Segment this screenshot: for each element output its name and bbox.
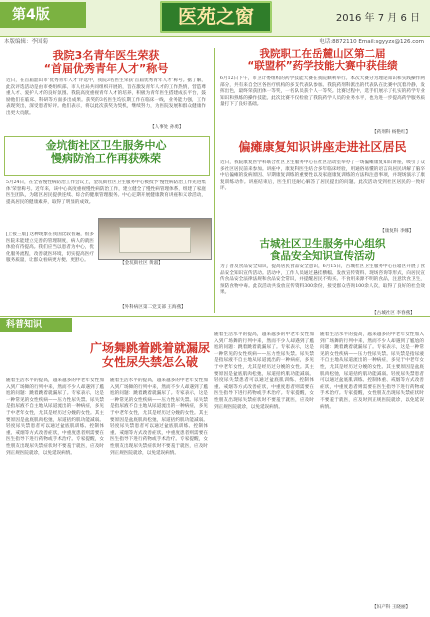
article-body-col2: 随着生活水平的提高，越来越多的中老年女性加入到广场舞的行列中来，然而不少人却遇到了尴尬的问题：跳着跳着就漏尿了。专家表示，这是一种常见的女性疾病——压力性尿失禁。尿失禁是指尿液不自主地从尿道流出的一种病症，多见于中老年女性，尤其是经历过分娩的女性。其主要原因是盆底肌肉松弛，尿道括约肌功能减弱。轻度尿失禁患者可以通过盆底肌训练、控制体重、戒烟等方式改善症状，中重度患者则需要在医生指导下进行药物或手术治疗。专家提醒，女性朋友出现尿失禁症状时不要羞于就医，应及时到正规医院就诊，以免延误病情。: [110, 378, 208, 456]
article-author: 【药剂科 杨艳红】: [372, 130, 411, 135]
article-body-col3: 随着生活水平的提高，越来越多的中老年女性加入到广场舞的行列中来，然而不少人却遇到了尴尬的问题：跳着跳着就漏尿了。专家表示，这是一种常见的女性疾病——压力性尿失禁。尿失禁是指尿液不自主地从尿道流出的一种病症，多见于中老年女性，尤其是经历过分娩的女性。其主要原因是盆底肌肉松弛，尿道括约肌功能减弱。轻度尿失禁患者可以通过盆底肌训练、控制体重、戒烟等方式改善症状，中重度患者则需要在医生指导下进行药物或手术治疗。专家提醒，女性朋友出现尿失禁症状时不要羞于就医，应及时到正规医院就诊，以免延误病情。: [214, 332, 314, 410]
headline-line: 女性尿失禁怎么破: [101, 354, 198, 369]
section-divider: [0, 316, 430, 317]
issue-date: 2016 年 7 月 6 日: [335, 13, 420, 24]
headline-line: 金坑街社区卫生服务中心: [45, 139, 167, 152]
headline-line: 我院3名青年医生荣获: [52, 49, 160, 62]
headline-line: 食品安全知识宣传活动: [270, 250, 375, 263]
article-body: 近日，我院康复医学科联合社区卫生服务中心在社区活动室举办了一场偏瘫康复知识讲座，吸引了众多社区居民前来参加。讲座中，康复科医生结合多年临床经验，用通俗易懂的语言向居民讲解了脑卒中后偏瘫的发病原因、早期康复训练的重要性以及家庭康复训练的方法和注意事项，并现场演示了康复训练动作。讲座结束后，医生们还耐心解答了居民提出的问题。此次活动受到社区居民的一致好评。: [220, 160, 425, 192]
section-label: 科普知识: [0, 318, 72, 332]
article-body: 6月12日下午，市卫计委组织的药学技能大赛在我院顺利举行。本次大赛分为理论知识和实践操作两部分，共有来自全区各医疗机构的多支代表队参加。我院药剂科派出的代表队在比赛中沉着冷静，发挥出色，最终荣获团体一等奖，一名队员获个人一等奖。比赛过程中，选手们展示了扎实的药学专业知识和熟练的操作技能。此次比赛不仅检验了我院药学人员的业务水平，也为进一步提高药学服务质量打下了良好基础。: [220, 76, 425, 108]
headline-food-safety: [220, 238, 425, 262]
headline-line: 偏瘫康复知识讲座走进社区居民: [238, 140, 407, 154]
headline-pharmacy-contest: [220, 48, 425, 72]
article-author: 【人事处 孙勇】: [150, 125, 184, 130]
headline-youth-talent: [6, 50, 206, 75]
headline-chronic-disease: [6, 140, 206, 165]
headline-line: 广场舞跳着跳着就漏尿: [89, 341, 210, 355]
photo-caption: 【金坑街社区 黄淑】: [120, 261, 163, 266]
headline-line: 慢病防治工作再获殊荣: [51, 151, 161, 165]
award-plaque: [119, 227, 191, 253]
header-subline: [0, 37, 430, 46]
article-body: 随着生活水平的提高，越来越多的中老年女性加入到广场舞的行列中来，然而不少人却遇到了尴尬的问题：跳着跳着就漏尿了。专家表示，这是一种常见的女性疾病——压力性尿失禁。尿失禁是指尿液不自主地从尿道流出的一种病症，多见于中老年女性，尤其是经历过分娩的女性。其主要原因是盆底肌肉松弛，尿道括约肌功能减弱。轻度尿失禁患者可以通过盆底肌训练、控制体重、戒烟等方式改善症状，中重度患者则需要在医生指导下进行药物或手术治疗。专家提醒，女性朋友出现尿失禁症状时不要羞于就医，应及时到正规医院就诊，以免延误病情。: [6, 378, 104, 456]
award-photo: [98, 218, 212, 260]
editor-credit: 本版编辑：李国菊: [4, 39, 49, 45]
article-author: 【外科病区第二党支部 王海燕】: [120, 305, 186, 310]
article-author: 【古城社区 李春燕】: [372, 311, 415, 316]
article-body: 5月24日，在全省慢性病防治工作会议上，金坑街社区卫生服务中心被授予‘慢性病防治工作先进集体’荣誉称号。近年来，该中心高度重视慢性病防治工作，建立健全了慢性病管理体系，组建了家庭医生团队，为辖区居民提供连续、综合的健康管理服务。中心定期开展健康教育讲座和义诊活动，提高居民的健康素养，取得了明显的成效。: [6, 180, 206, 205]
headline-line: “首届优秀青年人才”称号: [43, 61, 169, 75]
article-body-col4: 随着生活水平的提高，越来越多的中老年女性加入到广场舞的行列中来，然而不少人却遇到了尴尬的问题：跳着跳着就漏尿了。专家表示，这是一种常见的女性疾病——压力性尿失禁。尿失禁是指尿液不自主地从尿道流出的一种病症，多见于中老年女性，尤其是经历过分娩的女性。其主要原因是盆底肌肉松弛，尿道括约肌功能减弱。轻度尿失禁患者可以通过盆底肌训练、控制体重、戒烟等方式改善症状，中重度患者则需要在医生指导下进行药物或手术治疗。专家提醒，女性朋友出现尿失禁症状时不要羞于就医，应及时到正规医院就诊，以免延误病情。: [320, 332, 424, 410]
article-body: 为了普及食品安全知识，提高居民食品安全意识，6月15日，古城社区卫生服务中心在辖区开展了食品安全知识宣传活动。活动中，工作人员通过悬挂横幅、发放宣传资料、现场咨询等形式，向居民宣传食品安全法律法规和食品安全常识，并提醒居民不购买、不食用来源不明的食品，注意饮食卫生，预防食物中毒。此次活动共发放宣传资料300余份，接受群众咨询100余人次，取得了良好的社会效果。: [220, 264, 425, 296]
contact-info: 电话:8872110 Email:sgyyzx@126.com: [319, 39, 424, 45]
headline-line: 我院职工在岳麓山区第二届: [259, 48, 386, 60]
headline-rehab-lecture: [220, 141, 425, 155]
page-header: [0, 0, 430, 44]
article-author: 【妇产科 王晓丽】: [372, 605, 411, 610]
page-number: 第4版: [0, 2, 86, 28]
column-logo: 医苑之窗: [160, 1, 272, 33]
headline-line: “联盟杯”药学技能大赛中获佳绩: [247, 60, 398, 73]
article-author: 【康复科 李娜】: [380, 229, 414, 234]
continued-article-body: [上接三版] 这种现象在我国比较普遍，很多医院未能建立完善的管理制度，病人的就医体验有待提高。我们应当以患者为中心，优化服务流程，改善就医环境，切实提高医疗服务质量，让群众看病更方便、更舒心。: [6, 232, 94, 264]
column-divider: [214, 48, 215, 313]
headline-line: 古城社区卫生服务中心组织: [259, 238, 386, 250]
article-body: 近日，在首届韶山市‘优秀青年人才’评选中，我院3名医生荣获‘首届优秀青年人才’称号。据了解，此次评选活动是由市委组织部、市人社局共同组织开展的，旨在激发青年人才的工作热情，营造尊重人才、爱护人才的良好氛围。我院高度重视青年人才的培养，积极为青年医生搭建成长平台，鼓励他们在临床、科研等方面多出成果。获奖的3名医生均长期工作在临床一线，业务能力强，工作表现突出，深受患者好评。他们表示，将以此次获奖为契机，继续努力，为医院发展和群众健康作出更大贡献。: [6, 78, 206, 116]
